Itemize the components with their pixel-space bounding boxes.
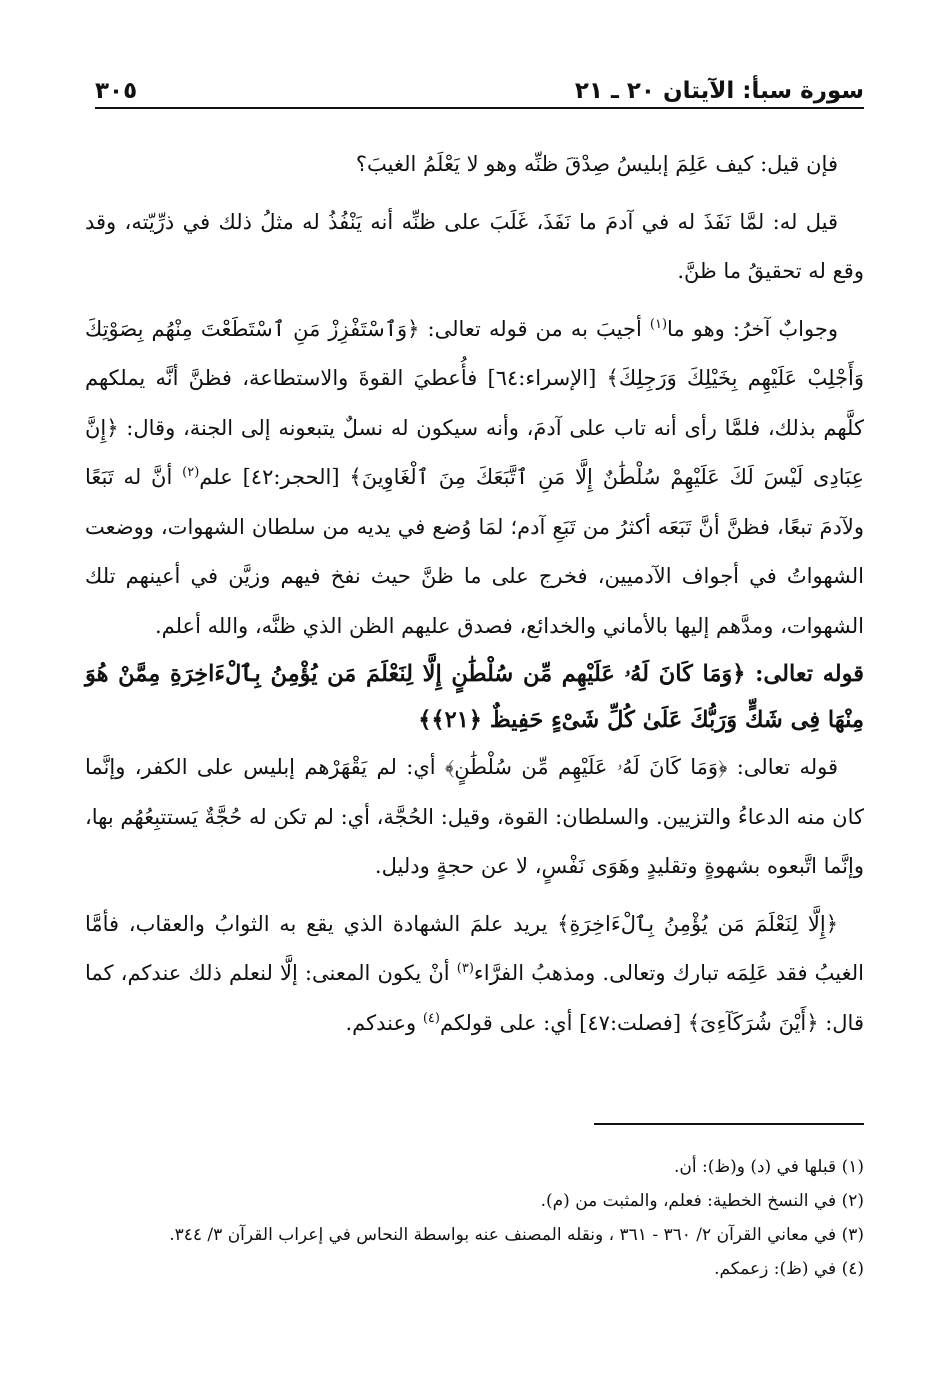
footnote-ref[interactable]: (٣) <box>456 961 474 976</box>
paragraph-text: ﴿إِلَّا لِنَعْلَمَ مَن يُؤْمِنُ بِٱلْءَاخِرَةِ﴾ يريد علمَ الشهادة الذي يقع به الثوابُ والعقاب، فأمَّا الغيبُ فقد عَلِمَه تبارك وتعالى. ومذهبُ الفرَّاء <box>85 911 864 985</box>
paragraph-text: وعندكم. <box>345 1010 423 1035</box>
footnote-divider <box>594 1123 864 1125</box>
paragraph-commentary-2 <box>85 900 864 1049</box>
paragraph-text: وجوابٌ آخرُ: وهو ما <box>667 316 838 341</box>
verse-keyword: قوله تعالى: <box>755 661 864 687</box>
footnote-ref[interactable]: (١) <box>649 316 668 332</box>
paragraph-text: أنْ يكون المعنى: إلَّا لنعلم ذلك عندكم، كما قال: ﴿أَيْنَ شُرَكَآءِىَ﴾ [فصلت:٤٧] أي: على قولكم <box>85 961 864 1035</box>
running-header <box>95 70 864 109</box>
footnote-ref[interactable]: (٤) <box>422 1010 440 1026</box>
footnote-1: (١) قبلها في (د) و(ظ): أن. <box>674 1157 864 1177</box>
paragraph-question: فإن قيل: كيف عَلِمَ إبليسُ صِدْقَ ظنِّه وهو لا يَعْلَمُ الغيبَ؟ <box>355 152 838 176</box>
verse-heading <box>85 651 864 743</box>
footnote-4: (٤) في (ظ): زعمكم. <box>714 1259 864 1279</box>
paragraph-another-answer <box>85 305 864 652</box>
page-number: ٣٠٥ <box>95 78 138 104</box>
paragraph-text: أجيبَ به من قوله تعالى: ﴿وَٱسْتَفْزِزْ مَنِ ٱسْتَطَعْتَ مِنْهُم بِصَوْتِكَ وَأَجْلِبْ عَلَيْهِم بِخَيْلِكَ وَرَجِلِكَ﴾ [الإسراء:٦٤] فأُعطيَ القوةَ والاستطاعة، فظنَّ أنَّه يملكهم كلَّهم بذلك، فلمَّا رأى أنه تاب على آدمَ، وأنه سيكون له نسلٌ يتبعونه إلى الجنة، وقال: ﴿إِنَّ عِبَادِى لَيْسَ لَكَ عَلَيْهِمْ سُلْطَٰنٌ إِلَّا مَنِ ٱتَّبَعَكَ مِنَ ٱلْغَاوِينَ﴾ [الحجر:٤٢] علم <box>85 316 864 489</box>
footnotes <box>85 1150 864 1286</box>
header-title: سورة سبأ: الآيتان ٢٠ ـ ٢١ <box>574 78 864 104</box>
paragraph-text: أنَّ له تَبَعًا ولآدمَ تبعًا، فظنَّ أنَّ تَبَعَه أكثرُ من تَبَعِ آدم؛ لمَا وُضع في يديه من سلطان الشهوات، ووضعت الشهواتُ في أجواف الآدميين، فخرج على ما ظنَّ حيث نفخ فيهم وزيَّن في أعينهم تلك الشهوات، ومدَّهم إليها بالأماني والخدائع، فصدق عليهم الظن الذي ظنَّه، والله أعلم. <box>85 465 864 638</box>
paragraph-commentary: قوله تعالى: ﴿وَمَا كَانَ لَهُۥ عَلَيْهِم مِّن سُلْطَٰنٍ﴾ أي: لم يَقْهَرْهم إبليس على الكفر، وإنَّما كان منه الدعاءُ والتزيين. والسلطان: القوة، وقيل: الحُجَّة، أي: لم تكن له حُجَّةٌ يَستتبِعُهُم بها، وإنَّما اتَّبعوه بشهوةٍ وتقليدٍ وهَوَى نَفْسٍ، لا عن حجةٍ ودليل. <box>85 755 864 878</box>
footnote-ref[interactable]: (٢) <box>182 465 200 480</box>
verse-text: ﴿وَمَا كَانَ لَهُۥ عَلَيْهِم مِّن سُلْطَٰنٍ إِلَّا لِنَعْلَمَ مَن يُؤْمِنُ بِٱلْءَاخِرَةِ مِمَّنْ هُوَ مِنْهَا فِى شَكٍّ وَرَبُّكَ عَلَىٰ كُلِّ شَىْءٍ حَفِيظٌ ﴿٢١﴾﴾ <box>85 661 864 733</box>
footnote-2: (٢) في النسخ الخطية: فعلم، والمثبت من (م). <box>540 1191 864 1211</box>
paragraph-answer: قيل له: لمَّا نَفَذَ له في آدمَ ما نَفَذَ، غَلَبَ على ظنِّه أنه يَنْفُذُ له مثلُ ذلك في ذرِّيّته، وقد وقع له تحقيقُ ما ظنَّ. <box>85 209 864 283</box>
footnote-3: (٣) في معاني القرآن ٢/ ٣٦٠ - ٣٦١ ، ونقله المصنف عنه بواسطة النحاس في إعراب القرآن ٣/ ٣٤٤. <box>169 1225 864 1245</box>
main-text <box>85 140 864 1048</box>
